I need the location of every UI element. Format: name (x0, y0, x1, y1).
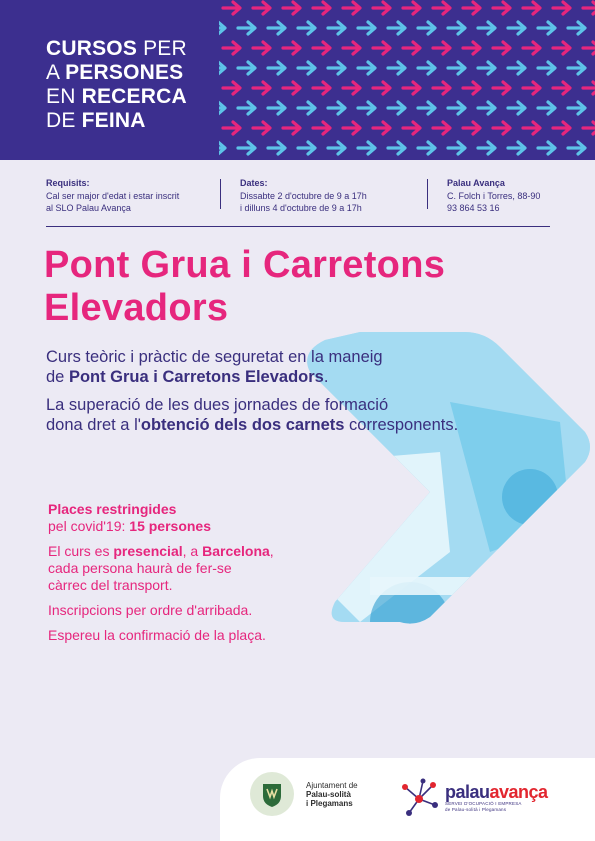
arrow-right-icon (538, 22, 555, 34)
arrow-right-icon (268, 62, 285, 74)
detail-registration: Inscripcions per ordre d'arribada. (48, 602, 253, 618)
arrow-right-icon (478, 22, 495, 34)
detail-text: càrrec del transport. (48, 577, 173, 593)
detail-text: , (269, 543, 274, 559)
requirements-line: Cal ser major d'edat i estar inscrit (46, 190, 180, 201)
arrow-right-icon (238, 142, 255, 154)
detail-emphasis: presencial (113, 543, 183, 559)
arrow-right-icon (283, 82, 300, 94)
arrow-right-icon (238, 102, 255, 114)
course-details (48, 501, 348, 652)
detail-confirmation: Espereu la confirmació de la plaça. (48, 627, 266, 643)
arrow-right-icon (283, 122, 300, 134)
course-title (44, 244, 564, 330)
detail-text: pel covid'19: (48, 518, 130, 534)
arrow-right-icon (478, 142, 495, 154)
arrow-right-icon (523, 82, 540, 94)
arrow-right-icon (403, 82, 420, 94)
header-banner (0, 0, 595, 160)
palau-avanca-name (445, 783, 548, 813)
arrow-right-icon (313, 2, 330, 14)
arrow-right-icon (553, 122, 570, 134)
detail-text: cada persona haurà de fer-se (48, 560, 232, 576)
brand-tagline: de Palau-solità i Plegamans (445, 807, 507, 812)
arrow-right-icon (463, 82, 480, 94)
intro-paragraph (46, 395, 566, 435)
arrow-right-icon (508, 142, 525, 154)
arrow-right-icon (493, 122, 510, 134)
arrow-right-icon (373, 122, 390, 134)
arrow-right-icon (418, 102, 435, 114)
arrow-right-icon (463, 42, 480, 54)
arrow-right-icon (448, 102, 465, 114)
phone-number: 93 864 53 16 (447, 203, 500, 213)
arrow-right-icon (343, 82, 360, 94)
ajuntament-logo (250, 772, 358, 816)
arrow-right-icon (478, 102, 495, 114)
arrow-right-icon (493, 42, 510, 54)
detail-text: , a (182, 543, 203, 559)
arrow-right-icon (388, 62, 405, 74)
arrow-right-icon (388, 142, 405, 154)
arrow-right-icon (568, 142, 585, 154)
requirements-block (46, 177, 179, 215)
dates-line: Dissabte 2 d'octubre de 9 a 17h (240, 190, 367, 201)
arrow-right-icon (298, 62, 315, 74)
arrow-right-icon (219, 62, 225, 74)
coat-of-arms-icon (250, 772, 294, 816)
arrow-right-icon (583, 82, 595, 94)
arrow-right-icon (568, 22, 585, 34)
arrow-right-icon (493, 2, 510, 14)
arrow-right-icon (433, 82, 450, 94)
header-title-block (0, 0, 219, 160)
arrow-right-icon (433, 122, 450, 134)
arrow-right-icon (433, 2, 450, 14)
arrow-right-icon (313, 82, 330, 94)
course-title-line: Pont Grua i Carretons (44, 244, 446, 286)
intro-text: Curs teòric i pràctic de seguretat en la maneig (46, 348, 383, 366)
arrow-right-icon (568, 62, 585, 74)
intro-emphasis: obtenció dels dos carnets (140, 416, 345, 434)
address-line: C. Folch i Torres, 88-90 (447, 190, 541, 201)
arrow-right-icon (223, 2, 240, 14)
arrow-right-icon (568, 102, 585, 114)
arrow-right-icon (478, 62, 495, 74)
arrow-right-icon (508, 22, 525, 34)
arrow-right-icon (253, 82, 270, 94)
arrow-right-icon (463, 122, 480, 134)
arrow-right-icon (553, 2, 570, 14)
intro-text: corresponents. (344, 416, 459, 434)
course-title-line: Elevadors (44, 287, 229, 329)
arrow-right-icon (238, 62, 255, 74)
arrow-right-icon (448, 142, 465, 154)
arrow-right-icon (523, 42, 540, 54)
intro-text: dona dret a l' (46, 416, 141, 434)
arrow-right-icon (448, 62, 465, 74)
arrow-right-icon (253, 42, 270, 54)
arrow-right-icon (418, 62, 435, 74)
arrow-right-icon (433, 42, 450, 54)
arrow-right-icon (508, 102, 525, 114)
brand-part: avança (489, 782, 548, 802)
detail-emphasis: Places restringides (48, 501, 177, 517)
arrow-right-icon (343, 2, 360, 14)
arrow-right-icon (283, 2, 300, 14)
intro-text: La superació de les dues jornades de formació (46, 396, 389, 414)
location-label: Palau Avança (447, 178, 505, 188)
arrow-right-icon (268, 142, 285, 154)
arrow-right-icon (219, 142, 225, 154)
arrow-right-icon (238, 22, 255, 34)
arrow-right-icon (358, 142, 375, 154)
arrow-right-icon (283, 42, 300, 54)
arrow-right-icon (298, 142, 315, 154)
ajuntament-line: Ajuntament de (306, 780, 358, 790)
arrow-right-icon (358, 62, 375, 74)
arrow-right-icon (253, 2, 270, 14)
intro-text: de (46, 368, 69, 386)
arrow-right-icon (219, 22, 225, 34)
arrow-right-icon (373, 42, 390, 54)
header-title: CURSOS PER A PERSONES EN RECERCA DE FEINA (46, 37, 187, 132)
detail-text: El curs es (48, 543, 114, 559)
arrow-right-icon (523, 2, 540, 14)
arrow-right-icon (298, 22, 315, 34)
intro-paragraph (46, 347, 566, 387)
arrow-right-icon (538, 142, 555, 154)
detail-emphasis: 15 persones (129, 518, 211, 534)
arrow-right-icon (583, 2, 595, 14)
arrow-right-icon (268, 22, 285, 34)
palau-avanca-logo (399, 777, 548, 819)
network-nodes-icon (399, 777, 441, 819)
info-strip (46, 177, 551, 227)
info-rule (46, 226, 550, 227)
intro-text: . (323, 368, 329, 386)
arrow-right-icon (343, 42, 360, 54)
arrow-right-icon (523, 122, 540, 134)
arrow-right-icon (223, 122, 240, 134)
arrow-right-icon (313, 122, 330, 134)
arrow-right-icon (223, 42, 240, 54)
dates-block (240, 177, 367, 215)
arrow-right-icon (508, 62, 525, 74)
divider (220, 179, 221, 209)
arrow-right-icon (403, 42, 420, 54)
arrow-right-icon (463, 2, 480, 14)
arrow-right-icon (583, 42, 595, 54)
arrow-right-icon (448, 22, 465, 34)
ajuntament-name (306, 781, 358, 808)
arrow-right-icon (328, 142, 345, 154)
brand-tagline: SERVEI D'OCUPACIÓ I EMPRESA (445, 801, 522, 806)
arrow-right-icon (298, 102, 315, 114)
arrow-right-icon (403, 122, 420, 134)
course-intro (46, 347, 566, 443)
detail-emphasis: Barcelona (202, 543, 270, 559)
arrow-right-icon (328, 102, 345, 114)
dates-label: Dates: (240, 178, 268, 188)
arrow-right-icon (403, 2, 420, 14)
detail-places (48, 501, 348, 535)
arrow-right-icon (313, 42, 330, 54)
arrow-pattern-graphic (219, 0, 595, 160)
dates-line: i dilluns 4 d'octubre de 9 a 17h (240, 203, 362, 213)
arrow-right-icon (538, 102, 555, 114)
divider (427, 179, 428, 209)
arrow-right-icon (253, 122, 270, 134)
arrow-right-icon (358, 22, 375, 34)
requirements-line: al SLO Palau Avança (46, 203, 131, 213)
arrow-right-icon (223, 82, 240, 94)
arrow-right-icon (373, 82, 390, 94)
arrow-right-icon (328, 22, 345, 34)
intro-emphasis: Pont Grua i Carretons Elevadors (68, 368, 324, 386)
brand-part: palau (445, 782, 490, 802)
arrow-right-icon (388, 102, 405, 114)
arrow-right-icon (358, 102, 375, 114)
arrow-right-icon (493, 82, 510, 94)
arrow-right-icon (219, 102, 225, 114)
arrow-right-icon (418, 22, 435, 34)
arrow-right-icon (328, 62, 345, 74)
ajuntament-line: i Plegamans (306, 798, 353, 808)
arrow-right-icon (538, 62, 555, 74)
detail-modality (48, 543, 348, 594)
arrow-right-icon (553, 82, 570, 94)
arrow-right-icon (373, 2, 390, 14)
arrow-right-icon (418, 142, 435, 154)
location-block (447, 177, 540, 215)
arrow-right-icon (268, 102, 285, 114)
requirements-label: Requisits: (46, 178, 90, 188)
arrow-pattern (219, 0, 595, 160)
arrow-right-icon (553, 42, 570, 54)
arrow-right-icon (343, 122, 360, 134)
ajuntament-line: Palau-solità (306, 789, 351, 799)
arrow-right-icon (388, 22, 405, 34)
arrow-right-icon (583, 122, 595, 134)
